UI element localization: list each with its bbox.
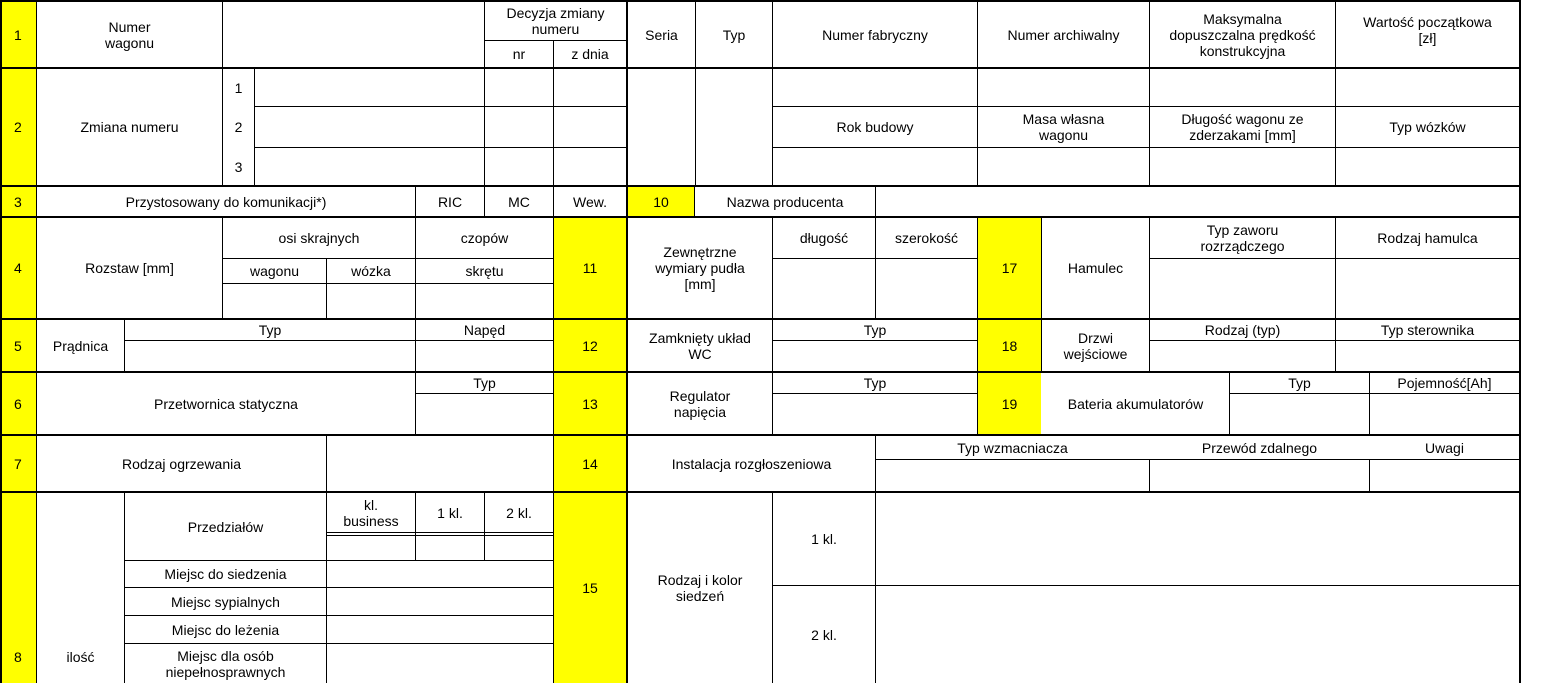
drzwi-label: Drzwi wejściowe <box>1063 329 1128 362</box>
row-number-2: 2 <box>14 119 22 135</box>
masa-label: Masa własna wagonu <box>1022 111 1105 143</box>
nr-label: nr <box>512 46 526 62</box>
row-number-7: 7 <box>14 455 22 472</box>
typ-sterownika-label: Typ sterownika <box>1380 322 1475 338</box>
typ-label: Typ <box>722 26 746 43</box>
row-number-3: 3 <box>14 193 22 210</box>
pradnica-label: Prądnica <box>52 337 109 354</box>
wymiary-pudla-label: Zewnętrzne wymiary pudła [mm] <box>655 244 745 292</box>
numer-wagonu-label: Numer wagonu <box>104 18 155 51</box>
number-15: 15 <box>582 580 598 596</box>
hamulec-label: Hamulec <box>1067 260 1124 276</box>
kl1-label: 1 kl. <box>437 504 463 521</box>
row-number-8: 8 <box>14 649 22 665</box>
rok-budowy-label: Rok budowy <box>836 119 914 135</box>
row-number-1: 1 <box>14 26 22 43</box>
seria-label: Seria <box>645 26 678 43</box>
ilosc-label: ilość <box>66 649 95 665</box>
dlugosc-label: długość <box>799 230 849 246</box>
row-number-4: 4 <box>14 260 22 276</box>
niepelnosprawnych-label: Miejsc dla osób niepełnosprawnych <box>165 647 286 680</box>
kl2-label: 2 kl. <box>506 504 532 521</box>
typ-zaworu-label: Typ zaworu rozrządczego <box>1200 222 1285 254</box>
szerokosc-label: szerokość <box>894 230 959 246</box>
instalacja-label: Instalacja rozgłoszeniowa <box>671 455 832 472</box>
przewod-label: Przewód zdalnego <box>1201 439 1318 456</box>
predkosc-label: Maksymalna dopuszczalna prędkość konstrukcyjna <box>1169 10 1316 59</box>
siedzenia-label: Miejsc do siedzenia <box>164 566 287 582</box>
numer-archiwalny-label: Numer archiwalny <box>1007 26 1120 43</box>
wc-typ-label: Typ <box>863 322 887 338</box>
wew-label: Wew. <box>573 193 607 210</box>
zmiana-sub-3: 3 <box>234 158 243 175</box>
skretu-label: skrętu <box>465 263 504 279</box>
number-12: 12 <box>582 337 598 354</box>
bateria-label: Bateria akumulatorów <box>1067 395 1204 412</box>
siedzen-label: Rodzaj i kolor siedzeń <box>657 572 743 604</box>
uwagi-label: Uwagi <box>1425 439 1464 456</box>
wagonu-label: wagonu <box>249 263 300 279</box>
number-14: 14 <box>582 455 598 472</box>
zmiana-sub-2: 2 <box>234 119 243 135</box>
business-label: kl. business <box>343 496 399 529</box>
regulator-typ-label: Typ <box>863 375 887 391</box>
dlugosc-wagonu-label: Długość wagonu ze zderzakami [mm] <box>1181 111 1304 143</box>
lezenia-label: Miejsc do leżenia <box>171 621 280 638</box>
row-number-6: 6 <box>14 395 22 412</box>
wzmacniacz-label: Typ wzmacniacza <box>957 439 1068 456</box>
z-dnia-label: z dnia <box>571 46 609 62</box>
wartosc-label: Wartość początkowa [zł] <box>1363 14 1492 46</box>
regulator-label: Regulator napięcia <box>669 387 731 420</box>
wozka-label: wózka <box>351 263 391 279</box>
czopow-label: czopów <box>460 230 509 246</box>
rodzaj-hamulca-label: Rodzaj hamulca <box>1377 230 1478 246</box>
number-17: 17 <box>1001 260 1018 276</box>
typ-wozkow-label: Typ wózków <box>1389 119 1466 135</box>
siedzenia-kl2-label: 2 kl. <box>811 626 837 643</box>
number-19: 19 <box>1001 395 1018 412</box>
przetwornica-label: Przetwornica statyczna <box>154 395 298 412</box>
bateria-typ-label: Typ <box>1288 375 1311 391</box>
naped-label: Napęd <box>463 322 506 338</box>
przedzialow-label: Przedziałów <box>187 518 264 535</box>
zmiana-sub-1: 1 <box>234 79 243 96</box>
zmiana-numeru-label: Zmiana numeru <box>80 119 179 135</box>
row-number-5: 5 <box>14 337 22 354</box>
siedzenia-kl1-label: 1 kl. <box>811 531 837 547</box>
decyzja-label: Decyzja zmiany numeru <box>506 5 605 37</box>
number-11: 11 <box>582 260 598 276</box>
rodzaj-typ-label: Rodzaj (typ) <box>1204 322 1281 338</box>
ogrzewanie-label: Rodzaj ogrzewania <box>121 455 242 472</box>
mc-label: MC <box>508 193 530 210</box>
sypialnych-label: Miejsc sypialnych <box>171 593 280 610</box>
number-10: 10 <box>653 193 669 210</box>
pojemnosc-label: Pojemność[Ah] <box>1397 375 1492 391</box>
osi-skrajnych-label: osi skrajnych <box>278 230 360 246</box>
rozstaw-label: Rozstaw [mm] <box>85 260 174 276</box>
przystosowany-label: Przystosowany do komunikacji*) <box>125 193 327 210</box>
numer-fabryczny-label: Numer fabryczny <box>822 26 928 43</box>
number-18: 18 <box>1001 337 1018 354</box>
pradnica-typ-label: Typ <box>258 322 282 338</box>
number-13: 13 <box>582 395 598 412</box>
wc-label: Zamknięty układ WC <box>649 329 751 362</box>
przetwornica-typ-label: Typ <box>473 375 496 391</box>
ric-label: RIC <box>437 193 463 210</box>
nazwa-producenta-label: Nazwa producenta <box>726 193 844 210</box>
